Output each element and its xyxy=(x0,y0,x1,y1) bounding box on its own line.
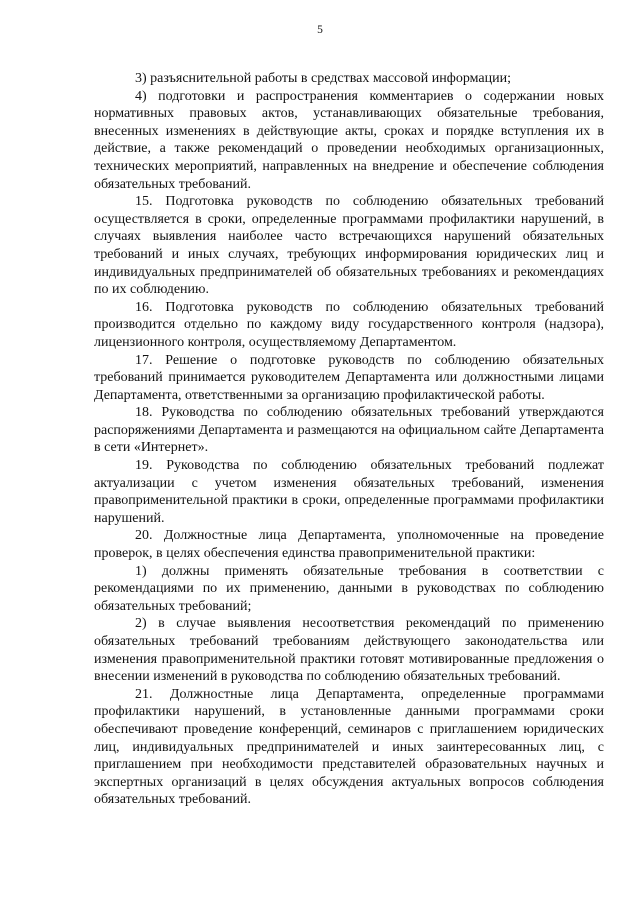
paragraph-20: 20. Должностные лица Департамента, уполномоченные на проведение проверок, в целях обеспечения единства правоприменительной практики: xyxy=(94,528,604,562)
paragraph-20-item-2: 2) в случае выявления несоответствия рекомендаций по применению обязательных требований требованиям действующего законодательства или изменения правоприменительной практики готовят мотивированные предложения о внесении изменений в руководства по соблюдению обязательных требований. xyxy=(94,616,604,685)
paragraph-item-3: 3) разъяснительной работы в средствах массовой информации; xyxy=(135,71,511,86)
page-number: 5 xyxy=(317,24,323,36)
paragraph-18: 18. Руководства по соблюдению обязательных требований утверждаются распоряжениями Департамента и размещаются на официальном сайте Департамента в сети «Интернет». xyxy=(94,405,604,456)
paragraph-21: 21. Должностные лица Департамента, определенные программами профилактики нарушений, в установленные данными программами сроки обеспечивают проведение конференций, семинаров с приглашением юридических лиц, индивидуальных предпринимателей и иных заинтересованных лиц, с приглашением при необходимости представителей образовательных научных и экспертных организаций в целях обсуждения актуальных вопросов соблюдения обязательных требований. xyxy=(94,686,604,808)
paragraph-20-item-1: 1) должны применять обязательные требования в соответствии с рекомендациями по их применению, данными в руководствах по соблюдению обязательных требований; xyxy=(94,563,604,614)
paragraph-item-4: 4) подготовки и распространения комментариев о содержании новых нормативных правовых актов, устанавливающих обязательные требования, внесенных изменениях в действующие акты, сроках и порядке вступления их в действие, а также рекомендаций о проведении необходимых организационных, технических мероприятий, направленных на внедрение и обеспечение соблюдения обязательных требований. xyxy=(94,88,604,192)
paragraph-19: 19. Руководства по соблюдению обязательных требований подлежат актуализации с учетом изменения обязательных требований, изменения правоприменительной практики в сроки, определенные программами профилактики нарушений. xyxy=(94,458,604,526)
document-body xyxy=(94,70,604,809)
paragraph-16: 16. Подготовка руководств по соблюдению обязательных требований производится отдельно по каждому виду государственного контроля (надзора), лицензионного контроля, осуществляемому Департаментом. xyxy=(94,299,604,350)
paragraph-15: 15. Подготовка руководств по соблюдению обязательных требований осуществляется в сроки, определенные программами профилактики нарушений, в случаях выявления наиболее часто встречающихся нарушений обязательных требований и иных случаях, требующих информирования юридических лиц и индивидуальных предпринимателей об обязательных требованиях и рекомендациях по их соблюдению. xyxy=(94,194,604,298)
paragraph-17: 17. Решение о подготовке руководств по соблюдению обязательных требований принимается руководителем Департамента или должностными лицами Департамента, ответственными за организацию профилактической работы. xyxy=(94,352,604,403)
